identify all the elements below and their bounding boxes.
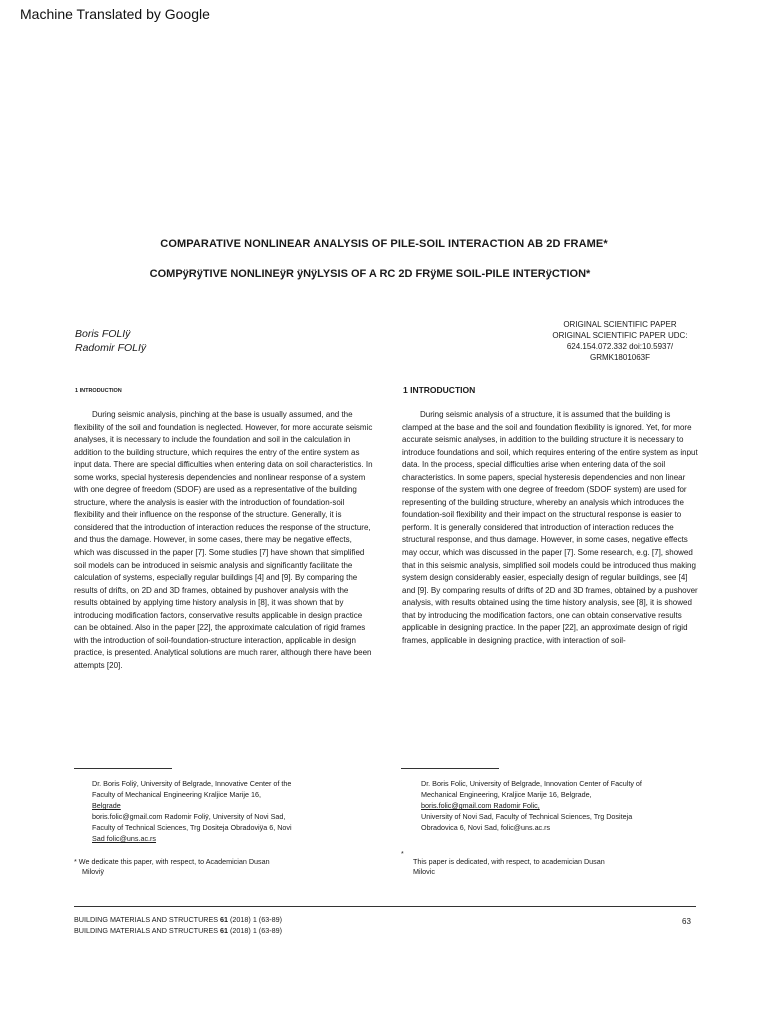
translation-banner: Machine Translated by Google xyxy=(20,6,210,22)
dedication-right xyxy=(413,857,663,877)
dedication-marker: * xyxy=(401,851,404,858)
footnote-line: Faculty of Technical Sciences, Trg Dositeja Obradoviÿa 6, Novi xyxy=(92,823,292,832)
footnote-line: boris.folic@gmail.com Radomir Foliÿ, University of Novi Sad, xyxy=(92,812,286,821)
paper-title: COMPARATIVE NONLINEAR ANALYSIS OF PILE-SOIL INTERACTION AB 2D FRAME* xyxy=(160,238,608,250)
footnote-line: Belgrade xyxy=(92,801,121,810)
footnote-line: Dr. Boris Foliÿ, University of Belgrade, Innovative Center of the xyxy=(92,779,292,788)
footnote-line: Obradovica 6, Novi Sad, folic@uns.ac.rs xyxy=(421,823,551,832)
footnote-line: Mechanical Engineering, Kraljice Marije 16, Belgrade, xyxy=(421,790,592,799)
footnote-left xyxy=(92,778,342,844)
dedication-line: Milovic xyxy=(413,867,435,876)
footnote-divider-left xyxy=(74,768,172,769)
section-heading-left: 1 INTRODUCTION xyxy=(75,388,122,394)
body-paragraph: During seismic analysis of a structure, it is assumed that the building is clamped at the base and the soil and foundation flexibility is ignored. Yet, for more accurate seismic analyses, in addition to the building structure it is necessary to introduce foundations and soil, which requires entering of the entire system as input data. In the process, special difficulties arise when entering data of the soil characteristics. In some papers, special hysteresis dependencies and non linear response of the system with one degree of freedom (SDOF system) are used for representing of the building structure, whereby an analysis which introduces the foundation-soil flexibility and their impact on the structural response is easier to perform. It is generally considered that introduction of interaction reduces the structural response, and thus damage. However, in some cases, negative effects may occur, which was discussed in the paper [7]. Some research, e.g. [7], showed that in this seismic analysis, simplified soil models could be introduced thus making system design considerably easier, especially design of regular buildings, see [4] and [9]. By comparing results of drifts of 2D and 3D frames, obtained by a pushover analysis, with results obtained using the time history analysis, see [8], it is showed that by introducing the modification factors, one can obtain conservative results applicable in designing practice. In the paper [22], an approximate design of rigid frames, applicable in designing practice, with interaction of soil- xyxy=(402,410,698,645)
footnote-right xyxy=(421,778,691,843)
footnote-divider-right xyxy=(401,768,499,769)
dedication-line: Miloviÿ xyxy=(82,867,104,876)
dedication-line: This paper is dedicated, with respect, to academician Dusan xyxy=(413,857,605,866)
paper-id-line: GRMK1801063F xyxy=(589,353,651,362)
body-paragraph: During seismic analysis, pinching at the base is usually assumed, and the flexibility of the soil and foundation is neglected. However, for more accurate seismic analyses, it is necessary to include the foundation and soil in the calculation in addition to the building structure, which requires the entry of the entire system as input data. There are special difficulties when entering data on soil characteristics. In some works, special hysteresis dependencies and nonlinear response of a system with one degree of freedom (SDOF) are used as a representative of the building structure, where the analysis is easier with the introduction of foundation-soil flexibility and their influence on the response of the structure. Generally, it is considered that the introduction of interaction reduces the response of the structure, and thus the damage. However, in some cases, there may be negative effects, which was discussed in the paper [7]. Some studies [7] have shown that simplified soil models can be introduced in seismic analysis and significantly facilitate the calculation of systems, especially regular buildings [4] and [9]. By comparing the results of drifts, on 2D and 3D frames, obtained by pushover analysis with the results obtained by applying time history analysis in [8], it was shown that by introducing modification factors, conservative results applicable in design practice can be obtained. Also in the paper [22], the approximate calculation of rigid frames with the introduction of soil-foundation-structure interaction, applicable in design practice, is presented. Analytical solutions are much rarer, although there have been attempts [20]. xyxy=(74,410,373,670)
page-number: 63 xyxy=(682,917,691,926)
author-list xyxy=(75,327,146,355)
section-heading-right: 1 INTRODUCTION xyxy=(403,385,476,395)
dedication-left xyxy=(74,857,324,877)
dedication-line: * We dedicate this paper, with respect, to Academician Dusan xyxy=(74,857,270,866)
footnote-line: Dr. Boris Folic, University of Belgrade, Innovation Center of Faculty of xyxy=(421,779,642,788)
paper-type-line: ORIGINAL SCIENTIFIC PAPER xyxy=(563,320,677,329)
paper-classification xyxy=(540,319,700,363)
body-column-left xyxy=(74,409,374,672)
footnote-line: boris.folic@gmail.com Radomir Folic, xyxy=(421,801,540,810)
body-column-right xyxy=(402,409,702,647)
footnote-line-wrapper xyxy=(92,800,342,811)
footnote-line: Sad folic@uns.ac.rs xyxy=(92,834,157,843)
paper-doi-line: 624.154.072.332 doi:10.5937/ xyxy=(566,342,674,351)
journal-footer xyxy=(74,914,282,936)
author-name: Boris FOLIÿ xyxy=(75,328,131,340)
footnote-line: University of Novi Sad, Faculty of Technical Sciences, Trg Dositeja xyxy=(421,812,633,821)
author-name: Radomir FOLIÿ xyxy=(75,342,147,354)
footnote-underline xyxy=(421,833,491,843)
paper-title-translated: COMPÿRÿTIVE NONLINEÿR ÿNÿLYSIS OF A RC 2D FRÿME SOIL-PILE INTERÿCTION* xyxy=(149,268,591,280)
footer-line: BUILDING MATERIALS AND STRUCTURES 61 (2018) 1 (63-89) xyxy=(74,915,282,924)
footnote-line: Faculty of Mechanical Engineering Kraljice Marije 16, xyxy=(92,790,261,799)
paper-udc-line: ORIGINAL SCIENTIFIC PAPER UDC: xyxy=(552,331,688,340)
footer-line: BUILDING MATERIALS AND STRUCTURES 61 (2018) 1 (63-89) xyxy=(74,926,282,935)
footer-divider xyxy=(74,906,696,907)
